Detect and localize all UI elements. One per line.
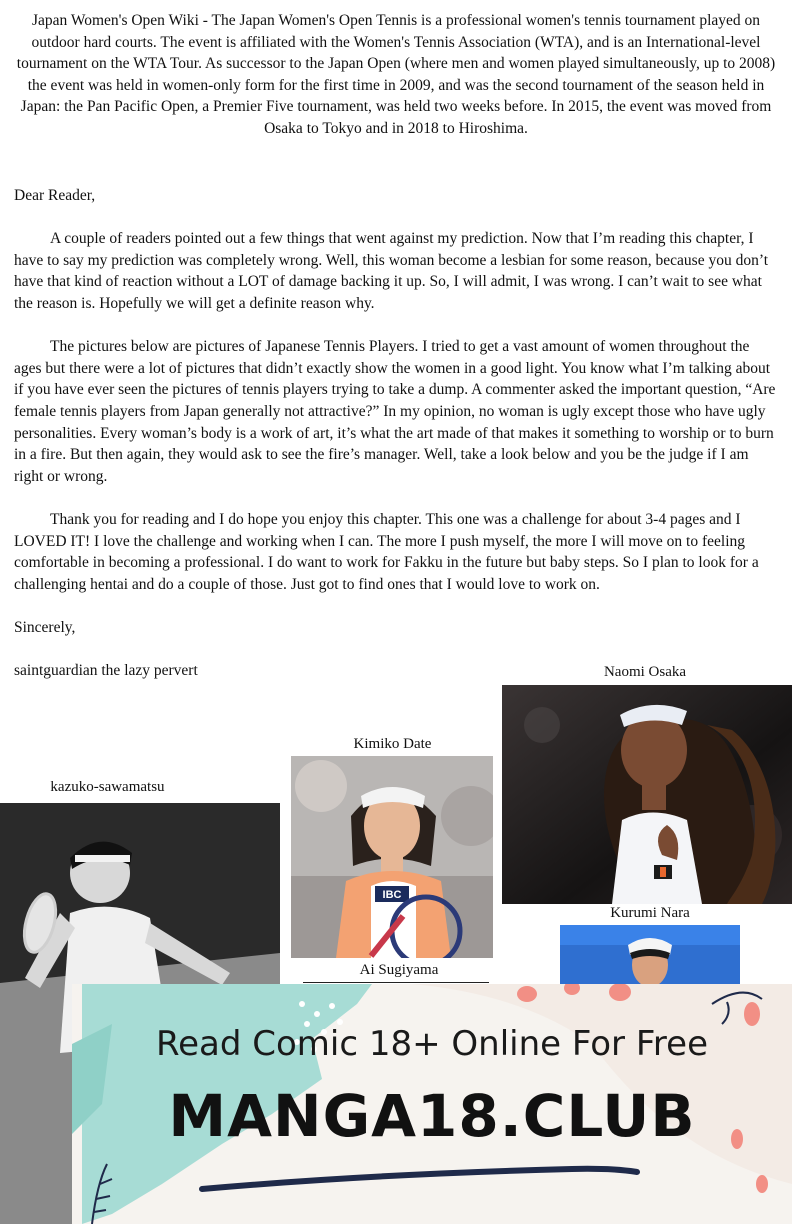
intro-paragraph: Japan Women's Open Wiki - The Japan Women's Open Tennis is a professional women's tennis tournament played on outdoor hard courts. The event is affiliated with the Women's Tennis Association (WTA), and is an International-level tournament on the WTA Tour. As successor to the Japan Open (where men and women played simultaneously, up to 2008) the event was held in women-only form for the first time in 2009, and was the second tournament of the season held in Japan: the Pan Pacific Open, a Premier Five tournament, was held two weeks before. In 2015, the event was moved from Osaka to Tokyo and in 2018 to Hiroshima.: [16, 12, 776, 137]
photo-naomi-osaka: [502, 685, 792, 904]
caption-ai-sugiyama: Ai Sugiyama: [359, 962, 439, 978]
photo-kurumi-nara: [560, 925, 740, 984]
shirt-logo-text: IBC: [382, 889, 402, 901]
letter-paragraph-3: Thank you for reading and I do hope you enjoy this chapter. This one was a challenge for about 3-4 pages and I LOVED IT! I love the challenge and working when I can. The more I push myself, the more I will move on to feeling comfortable in becoming a professional. I do want to work for Fakku in the future but baby steps. So I plan to look for a challenging hentai and do a couple of those. Just got to find ones that I would love to work on.: [14, 510, 759, 593]
ad-site-name[interactable]: MANGA18.CLUB: [168, 1082, 696, 1150]
caption-kazuko-sawamatsu: kazuko-sawamatsu: [50, 779, 165, 795]
letter-paragraph-1: A couple of readers pointed out a few things that went against my prediction. Now that I’m reading this chapter, I have to say my prediction was completely wrong. Well, this woman become a lesbian for some reason, because you don’t have that kind of reaction without a LOT of damage backing it up. So, I will admit, I was wrong. I can’t wait to see what the reason is. Hopefully we will get a definite reason why.: [14, 230, 769, 312]
greeting: Dear Reader,: [14, 187, 96, 204]
caption-kurumi-nara: Kurumi Nara: [610, 905, 690, 921]
closing: Sincerely,: [14, 618, 76, 636]
ad-tagline: Read Comic 18+ Online For Free: [156, 1024, 708, 1064]
caption-naomi-osaka: Naomi Osaka: [603, 664, 687, 680]
photo-border-ai-sugiyama: [303, 982, 489, 983]
signature: saintguardian the lazy pervert: [14, 662, 198, 680]
ad-banner[interactable]: [72, 984, 792, 1224]
caption-kimiko-date: Kimiko Date: [353, 736, 432, 752]
letter-body: [14, 185, 780, 703]
letter-paragraph-2: The pictures below are pictures of Japanese Tennis Players. I tried to get a vast amount of women throughout the ages but there were a lot of pictures that didn’t exactly show the women in a good light. You know what I’m talking about if you have ever seen the pictures of tennis players trying to take a dump. A commenter asked the important question, “Are female tennis players from Japan generally not attractive?” In my opinion, no woman is ugly except those who have ugly personalities. Every woman’s body is a work of art, it’s what the art made of that makes it something to worship or to burn in a fire. But then again, they would ask to see the fire’s manager. Well, take a look below and you be the judge if I am right or wrong.: [14, 338, 776, 485]
photo-kimiko-date: [291, 756, 493, 958]
